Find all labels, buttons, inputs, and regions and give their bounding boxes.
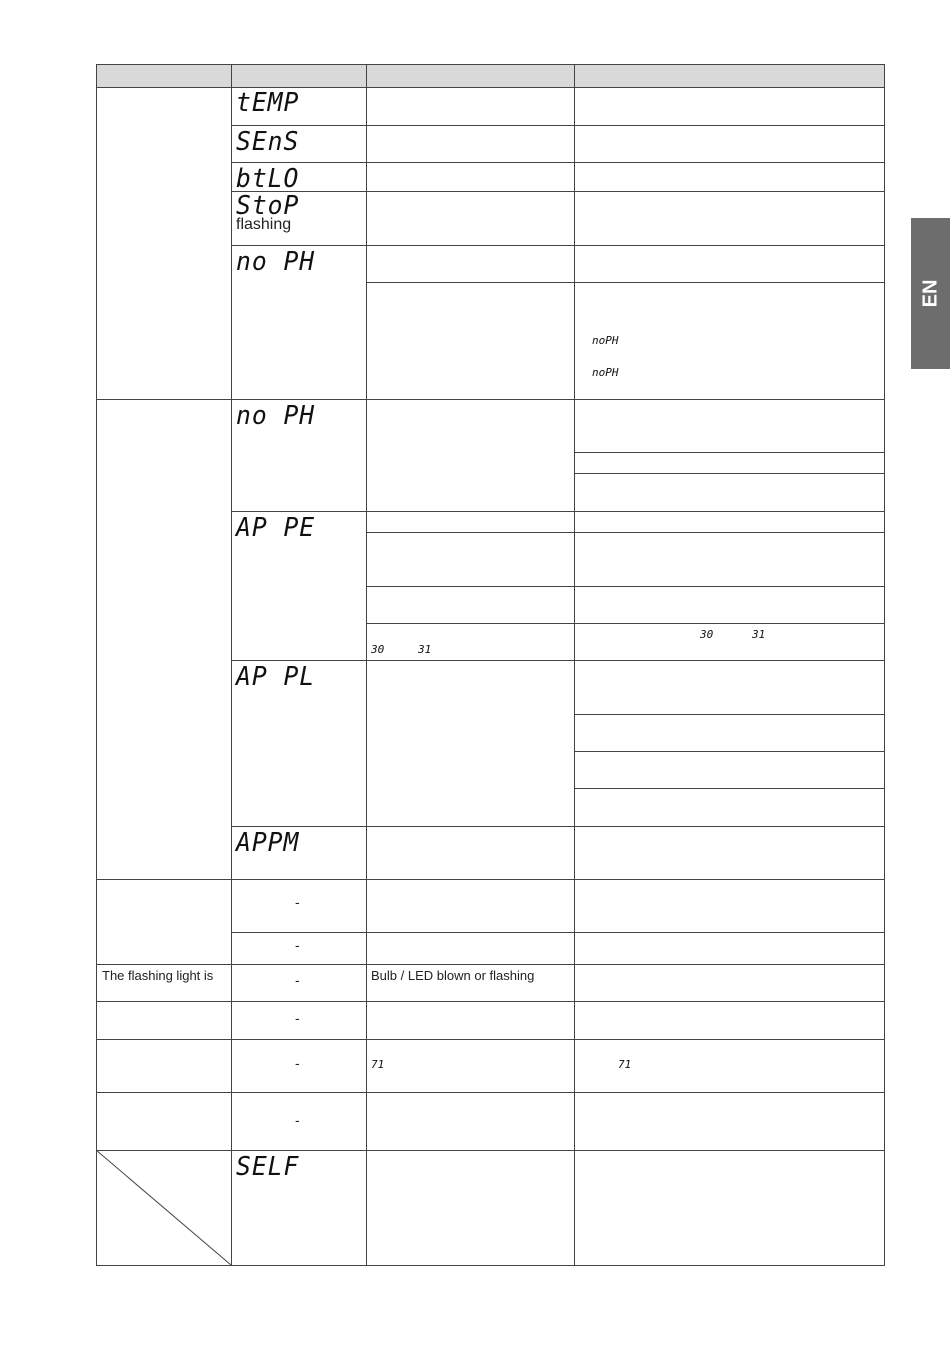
code-self: SELF xyxy=(236,1152,300,1182)
column-divider-2 xyxy=(366,64,367,1150)
row-line xyxy=(231,511,884,512)
stop-flashing-note: flashing xyxy=(236,216,292,233)
code-btlo: btLO xyxy=(236,164,300,194)
row-line xyxy=(231,826,884,827)
group-line xyxy=(96,1092,884,1093)
flashing-light-cause: Bulb / LED blown or flashing xyxy=(371,968,535,983)
row-line xyxy=(231,660,884,661)
row-line xyxy=(366,623,884,624)
group-line xyxy=(96,1001,884,1002)
code-appm: APPM xyxy=(236,828,300,858)
row-line xyxy=(231,162,884,163)
group-line xyxy=(96,1039,884,1040)
code-appe: AP PE xyxy=(236,513,316,543)
code-noph-1: no PH xyxy=(236,247,316,277)
dash: - xyxy=(295,1010,300,1026)
row-line xyxy=(231,125,884,126)
group-line xyxy=(96,399,884,400)
code-sens: SEnS xyxy=(236,127,300,157)
code-appl: AP PL xyxy=(236,662,316,692)
row-line xyxy=(574,788,884,789)
table-border-right xyxy=(884,64,885,1266)
dash: - xyxy=(295,894,300,910)
row-line xyxy=(574,714,884,715)
header-bottom-line xyxy=(96,87,884,88)
code-noph-small-1: noPH xyxy=(592,334,619,347)
code-71-cause: 71 xyxy=(371,1058,385,1071)
language-tab-label: EN xyxy=(918,279,941,308)
row-line xyxy=(231,932,884,933)
row-line xyxy=(574,452,884,453)
code-30-cause: 30 xyxy=(371,643,385,656)
group-line xyxy=(96,879,884,880)
row-line xyxy=(231,191,884,192)
dash: - xyxy=(295,1055,300,1071)
column-divider-2-bottom xyxy=(366,1150,367,1266)
code-noph-small-2: noPH xyxy=(592,366,619,379)
table-header-row xyxy=(96,64,884,88)
dash: - xyxy=(295,1112,300,1128)
row-line xyxy=(231,245,884,246)
code-31-remedy: 31 xyxy=(752,628,766,641)
row-line xyxy=(366,532,884,533)
diagonal-slash xyxy=(96,1150,232,1266)
table-border-left xyxy=(96,64,97,1266)
code-noph-2: no PH xyxy=(236,401,316,431)
row-line xyxy=(366,282,884,283)
code-31-cause: 31 xyxy=(418,643,432,656)
row-line xyxy=(574,751,884,752)
row-line xyxy=(574,473,884,474)
language-tab xyxy=(911,218,950,369)
flashing-light-problem: The flashing light is xyxy=(102,968,214,983)
group-line xyxy=(96,964,884,965)
dash: - xyxy=(295,972,300,988)
code-30-remedy: 30 xyxy=(700,628,714,641)
row-line xyxy=(366,586,884,587)
code-temp: tEMP xyxy=(236,88,300,118)
dash: - xyxy=(295,937,300,953)
header-top-line xyxy=(96,64,884,65)
code-stop: StoP xyxy=(236,191,300,221)
code-71-remedy: 71 xyxy=(618,1058,632,1071)
